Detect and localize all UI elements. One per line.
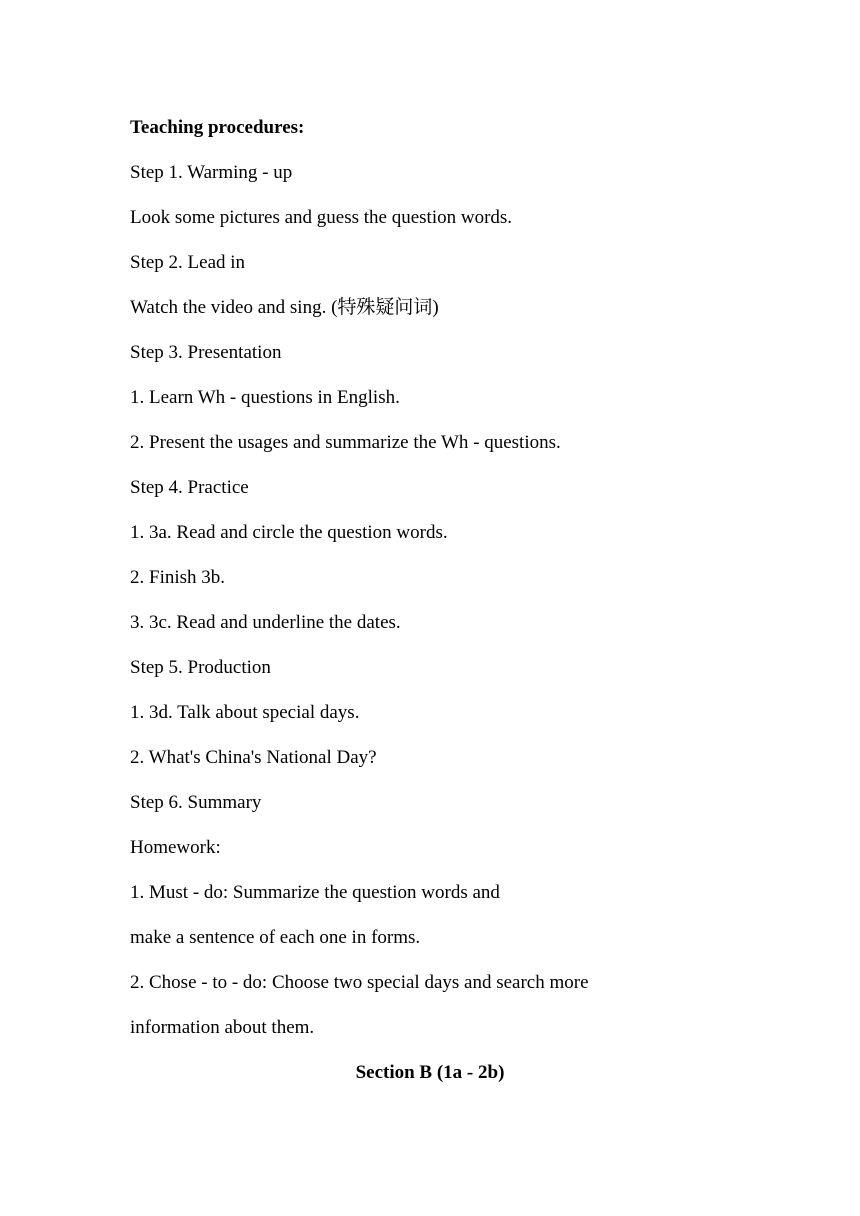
homework-item-1-line-1: 1. Must - do: Summarize the question words and bbox=[130, 882, 500, 903]
procedures-heading: Teaching procedures: bbox=[130, 117, 305, 138]
step5-title: Step 5. Production bbox=[130, 657, 271, 678]
step1-title: Step 1. Warming - up bbox=[130, 162, 293, 183]
step5-item-2: 2. What's China's National Day? bbox=[130, 747, 377, 768]
homework-item-2-line-1: 2. Chose - to - do: Choose two special days and search more bbox=[130, 972, 589, 993]
step3-item-1: 1. Learn Wh - questions in English. bbox=[130, 387, 400, 408]
step3-title: Step 3. Presentation bbox=[130, 342, 282, 363]
step3-item-2: 2. Present the usages and summarize the Wh - questions. bbox=[130, 432, 561, 453]
step4-item-1: 1. 3a. Read and circle the question words. bbox=[130, 522, 448, 543]
homework-title: Homework: bbox=[130, 837, 221, 858]
step4-item-3: 3. 3c. Read and underline the dates. bbox=[130, 612, 401, 633]
step6-title: Step 6. Summary bbox=[130, 792, 262, 813]
step4-title: Step 4. Practice bbox=[130, 477, 249, 498]
step2-title: Step 2. Lead in bbox=[130, 252, 246, 273]
step4-item-2: 2. Finish 3b. bbox=[130, 567, 226, 588]
homework-item-1-line-2: make a sentence of each one in forms. bbox=[130, 927, 421, 948]
step2-text: Watch the video and sing. (特殊疑问词) bbox=[130, 297, 439, 318]
section-title: Section B (1a - 2b) bbox=[355, 1062, 505, 1083]
step1-text: Look some pictures and guess the question words. bbox=[130, 207, 513, 228]
step5-item-1: 1. 3d. Talk about special days. bbox=[130, 702, 360, 723]
homework-item-2-line-2: information about them. bbox=[130, 1017, 315, 1038]
